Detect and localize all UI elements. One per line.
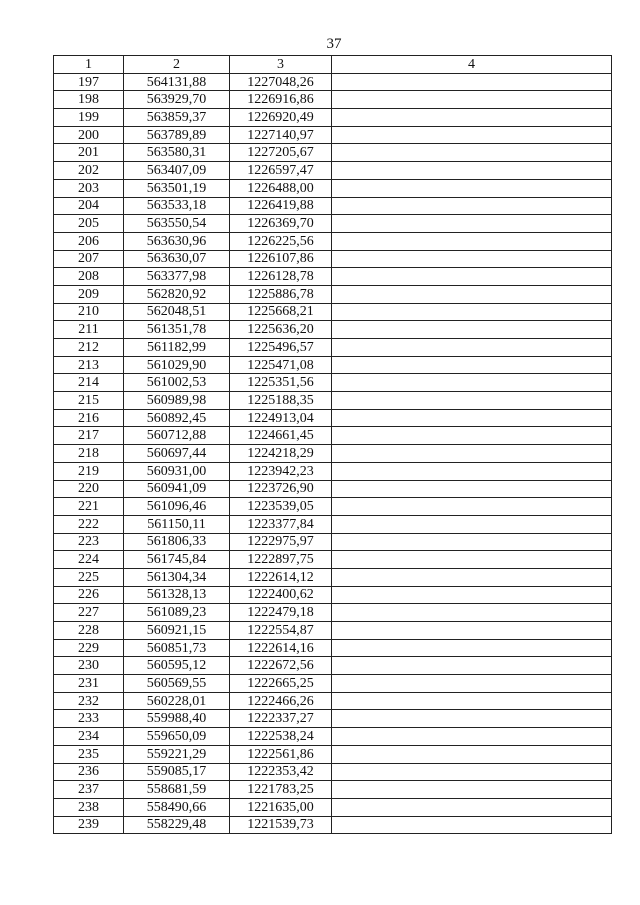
y-coordinate-cell: 1221783,25 — [230, 781, 332, 799]
x-coordinate-cell: 561351,78 — [124, 321, 230, 339]
note-cell — [332, 480, 612, 498]
point-number-cell: 232 — [54, 692, 124, 710]
point-number-cell: 215 — [54, 392, 124, 410]
table-row — [54, 657, 612, 675]
note-cell — [332, 781, 612, 799]
point-number-cell: 217 — [54, 427, 124, 445]
point-number-cell: 223 — [54, 533, 124, 551]
note-cell — [332, 91, 612, 109]
point-number-cell: 230 — [54, 657, 124, 675]
note-cell — [332, 356, 612, 374]
point-number-cell: 224 — [54, 551, 124, 569]
note-cell — [332, 126, 612, 144]
table-row — [54, 728, 612, 746]
column-header: 3 — [230, 56, 332, 74]
point-number-cell: 207 — [54, 250, 124, 268]
x-coordinate-cell: 561806,33 — [124, 533, 230, 551]
note-cell — [332, 303, 612, 321]
column-header: 4 — [332, 56, 612, 74]
note-cell — [332, 339, 612, 357]
point-number-cell: 226 — [54, 586, 124, 604]
table-row — [54, 427, 612, 445]
note-cell — [332, 551, 612, 569]
note-cell — [332, 798, 612, 816]
x-coordinate-cell: 558681,59 — [124, 781, 230, 799]
y-coordinate-cell: 1225496,57 — [230, 339, 332, 357]
table-row — [54, 498, 612, 516]
x-coordinate-cell: 563377,98 — [124, 268, 230, 286]
point-number-cell: 213 — [54, 356, 124, 374]
point-number-cell: 200 — [54, 126, 124, 144]
table-row — [54, 710, 612, 728]
point-number-cell: 221 — [54, 498, 124, 516]
x-coordinate-cell: 561182,99 — [124, 339, 230, 357]
table-row — [54, 321, 612, 339]
point-number-cell: 203 — [54, 179, 124, 197]
note-cell — [332, 445, 612, 463]
point-number-cell: 220 — [54, 480, 124, 498]
table-row — [54, 462, 612, 480]
y-coordinate-cell: 1225668,21 — [230, 303, 332, 321]
y-coordinate-cell: 1226369,70 — [230, 215, 332, 233]
table-row — [54, 285, 612, 303]
table-row — [54, 162, 612, 180]
x-coordinate-cell: 563407,09 — [124, 162, 230, 180]
x-coordinate-cell: 563789,89 — [124, 126, 230, 144]
point-number-cell: 235 — [54, 745, 124, 763]
x-coordinate-cell: 559221,29 — [124, 745, 230, 763]
y-coordinate-cell: 1225471,08 — [230, 356, 332, 374]
table-row — [54, 622, 612, 640]
y-coordinate-cell: 1222614,16 — [230, 639, 332, 657]
note-cell — [332, 374, 612, 392]
x-coordinate-cell: 563929,70 — [124, 91, 230, 109]
table-row — [54, 515, 612, 533]
table-header-row — [54, 56, 612, 74]
point-number-cell: 222 — [54, 515, 124, 533]
note-cell — [332, 197, 612, 215]
note-cell — [332, 427, 612, 445]
point-number-cell: 218 — [54, 445, 124, 463]
point-number-cell: 236 — [54, 763, 124, 781]
point-number-cell: 234 — [54, 728, 124, 746]
note-cell — [332, 763, 612, 781]
y-coordinate-cell: 1224661,45 — [230, 427, 332, 445]
note-cell — [332, 392, 612, 410]
note-cell — [332, 816, 612, 834]
table-row — [54, 109, 612, 127]
y-coordinate-cell: 1221539,73 — [230, 816, 332, 834]
y-coordinate-cell: 1225351,56 — [230, 374, 332, 392]
note-cell — [332, 144, 612, 162]
column-header: 2 — [124, 56, 230, 74]
note-cell — [332, 675, 612, 693]
x-coordinate-cell: 560228,01 — [124, 692, 230, 710]
x-coordinate-cell: 560569,55 — [124, 675, 230, 693]
table-body — [54, 73, 612, 834]
y-coordinate-cell: 1222466,26 — [230, 692, 332, 710]
note-cell — [332, 179, 612, 197]
x-coordinate-cell: 562820,92 — [124, 285, 230, 303]
y-coordinate-cell: 1223377,84 — [230, 515, 332, 533]
note-cell — [332, 533, 612, 551]
table-row — [54, 763, 612, 781]
table-row — [54, 268, 612, 286]
point-number-cell: 233 — [54, 710, 124, 728]
point-number-cell: 201 — [54, 144, 124, 162]
note-cell — [332, 515, 612, 533]
y-coordinate-cell: 1222400,62 — [230, 586, 332, 604]
note-cell — [332, 215, 612, 233]
table-row — [54, 533, 612, 551]
point-number-cell: 227 — [54, 604, 124, 622]
x-coordinate-cell: 558490,66 — [124, 798, 230, 816]
x-coordinate-cell: 560595,12 — [124, 657, 230, 675]
x-coordinate-cell: 560697,44 — [124, 445, 230, 463]
table-row — [54, 480, 612, 498]
x-coordinate-cell: 563533,18 — [124, 197, 230, 215]
x-coordinate-cell: 560712,88 — [124, 427, 230, 445]
x-coordinate-cell: 559085,17 — [124, 763, 230, 781]
x-coordinate-cell: 560921,15 — [124, 622, 230, 640]
x-coordinate-cell: 562048,51 — [124, 303, 230, 321]
point-number-cell: 198 — [54, 91, 124, 109]
note-cell — [332, 604, 612, 622]
point-number-cell: 204 — [54, 197, 124, 215]
point-number-cell: 231 — [54, 675, 124, 693]
table-row — [54, 692, 612, 710]
point-number-cell: 197 — [54, 73, 124, 91]
table-row — [54, 215, 612, 233]
y-coordinate-cell: 1222538,24 — [230, 728, 332, 746]
y-coordinate-cell: 1222554,87 — [230, 622, 332, 640]
point-number-cell: 206 — [54, 232, 124, 250]
point-number-cell: 208 — [54, 268, 124, 286]
point-number-cell: 202 — [54, 162, 124, 180]
x-coordinate-cell: 560892,45 — [124, 409, 230, 427]
table-row — [54, 232, 612, 250]
note-cell — [332, 162, 612, 180]
table-row — [54, 73, 612, 91]
table-row — [54, 356, 612, 374]
y-coordinate-cell: 1222975,97 — [230, 533, 332, 551]
x-coordinate-cell: 561002,53 — [124, 374, 230, 392]
table-row — [54, 339, 612, 357]
y-coordinate-cell: 1226597,47 — [230, 162, 332, 180]
y-coordinate-cell: 1226419,88 — [230, 197, 332, 215]
x-coordinate-cell: 564131,88 — [124, 73, 230, 91]
y-coordinate-cell: 1227205,67 — [230, 144, 332, 162]
y-coordinate-cell: 1222897,75 — [230, 551, 332, 569]
y-coordinate-cell: 1222561,86 — [230, 745, 332, 763]
table-row — [54, 551, 612, 569]
point-number-cell: 214 — [54, 374, 124, 392]
point-number-cell: 228 — [54, 622, 124, 640]
x-coordinate-cell: 563630,96 — [124, 232, 230, 250]
point-number-cell: 229 — [54, 639, 124, 657]
y-coordinate-cell: 1226916,86 — [230, 91, 332, 109]
y-coordinate-cell: 1222614,12 — [230, 568, 332, 586]
y-coordinate-cell: 1221635,00 — [230, 798, 332, 816]
table-row — [54, 745, 612, 763]
page-number: 37 — [326, 36, 342, 52]
y-coordinate-cell: 1223539,05 — [230, 498, 332, 516]
y-coordinate-cell: 1226107,86 — [230, 250, 332, 268]
y-coordinate-cell: 1225188,35 — [230, 392, 332, 410]
y-coordinate-cell: 1225886,78 — [230, 285, 332, 303]
point-number-cell: 205 — [54, 215, 124, 233]
point-number-cell: 212 — [54, 339, 124, 357]
x-coordinate-cell: 561029,90 — [124, 356, 230, 374]
note-cell — [332, 728, 612, 746]
table-row — [54, 250, 612, 268]
y-coordinate-cell: 1226225,56 — [230, 232, 332, 250]
y-coordinate-cell: 1222479,18 — [230, 604, 332, 622]
y-coordinate-cell: 1225636,20 — [230, 321, 332, 339]
y-coordinate-cell: 1226920,49 — [230, 109, 332, 127]
table-row — [54, 392, 612, 410]
table-row — [54, 179, 612, 197]
note-cell — [332, 409, 612, 427]
x-coordinate-cell: 559650,09 — [124, 728, 230, 746]
x-coordinate-cell: 558229,48 — [124, 816, 230, 834]
x-coordinate-cell: 559988,40 — [124, 710, 230, 728]
point-number-cell: 237 — [54, 781, 124, 799]
x-coordinate-cell: 561096,46 — [124, 498, 230, 516]
point-number-cell: 238 — [54, 798, 124, 816]
table-row — [54, 197, 612, 215]
note-cell — [332, 657, 612, 675]
note-cell — [332, 268, 612, 286]
table-row — [54, 781, 612, 799]
table-row — [54, 126, 612, 144]
note-cell — [332, 710, 612, 728]
note-cell — [332, 586, 612, 604]
x-coordinate-cell: 561745,84 — [124, 551, 230, 569]
table-row — [54, 586, 612, 604]
y-coordinate-cell: 1226128,78 — [230, 268, 332, 286]
table-row — [54, 798, 612, 816]
point-number-cell: 239 — [54, 816, 124, 834]
table-row — [54, 409, 612, 427]
note-cell — [332, 232, 612, 250]
note-cell — [332, 250, 612, 268]
y-coordinate-cell: 1226488,00 — [230, 179, 332, 197]
y-coordinate-cell: 1222337,27 — [230, 710, 332, 728]
x-coordinate-cell: 563550,54 — [124, 215, 230, 233]
y-coordinate-cell: 1222353,42 — [230, 763, 332, 781]
table-row — [54, 445, 612, 463]
x-coordinate-cell: 561089,23 — [124, 604, 230, 622]
note-cell — [332, 285, 612, 303]
column-header: 1 — [54, 56, 124, 74]
table-row — [54, 604, 612, 622]
point-number-cell: 210 — [54, 303, 124, 321]
table-row — [54, 303, 612, 321]
table-row — [54, 675, 612, 693]
y-coordinate-cell: 1223942,23 — [230, 462, 332, 480]
table-row — [54, 144, 612, 162]
x-coordinate-cell: 563630,07 — [124, 250, 230, 268]
x-coordinate-cell: 560989,98 — [124, 392, 230, 410]
x-coordinate-cell: 561328,13 — [124, 586, 230, 604]
y-coordinate-cell: 1222672,56 — [230, 657, 332, 675]
coordinates-table — [53, 55, 612, 834]
y-coordinate-cell: 1227140,97 — [230, 126, 332, 144]
table-row — [54, 568, 612, 586]
x-coordinate-cell: 563859,37 — [124, 109, 230, 127]
table-row — [54, 816, 612, 834]
note-cell — [332, 692, 612, 710]
x-coordinate-cell: 560851,73 — [124, 639, 230, 657]
note-cell — [332, 321, 612, 339]
x-coordinate-cell: 563580,31 — [124, 144, 230, 162]
table-row — [54, 91, 612, 109]
point-number-cell: 219 — [54, 462, 124, 480]
x-coordinate-cell: 560931,00 — [124, 462, 230, 480]
y-coordinate-cell: 1223726,90 — [230, 480, 332, 498]
table-row — [54, 374, 612, 392]
y-coordinate-cell: 1224913,04 — [230, 409, 332, 427]
y-coordinate-cell: 1224218,29 — [230, 445, 332, 463]
y-coordinate-cell: 1222665,25 — [230, 675, 332, 693]
table-row — [54, 639, 612, 657]
x-coordinate-cell: 561304,34 — [124, 568, 230, 586]
note-cell — [332, 73, 612, 91]
point-number-cell: 216 — [54, 409, 124, 427]
point-number-cell: 225 — [54, 568, 124, 586]
note-cell — [332, 622, 612, 640]
x-coordinate-cell: 563501,19 — [124, 179, 230, 197]
point-number-cell: 209 — [54, 285, 124, 303]
x-coordinate-cell: 561150,11 — [124, 515, 230, 533]
note-cell — [332, 462, 612, 480]
note-cell — [332, 109, 612, 127]
x-coordinate-cell: 560941,09 — [124, 480, 230, 498]
point-number-cell: 211 — [54, 321, 124, 339]
note-cell — [332, 568, 612, 586]
note-cell — [332, 498, 612, 516]
y-coordinate-cell: 1227048,26 — [230, 73, 332, 91]
note-cell — [332, 745, 612, 763]
point-number-cell: 199 — [54, 109, 124, 127]
note-cell — [332, 639, 612, 657]
